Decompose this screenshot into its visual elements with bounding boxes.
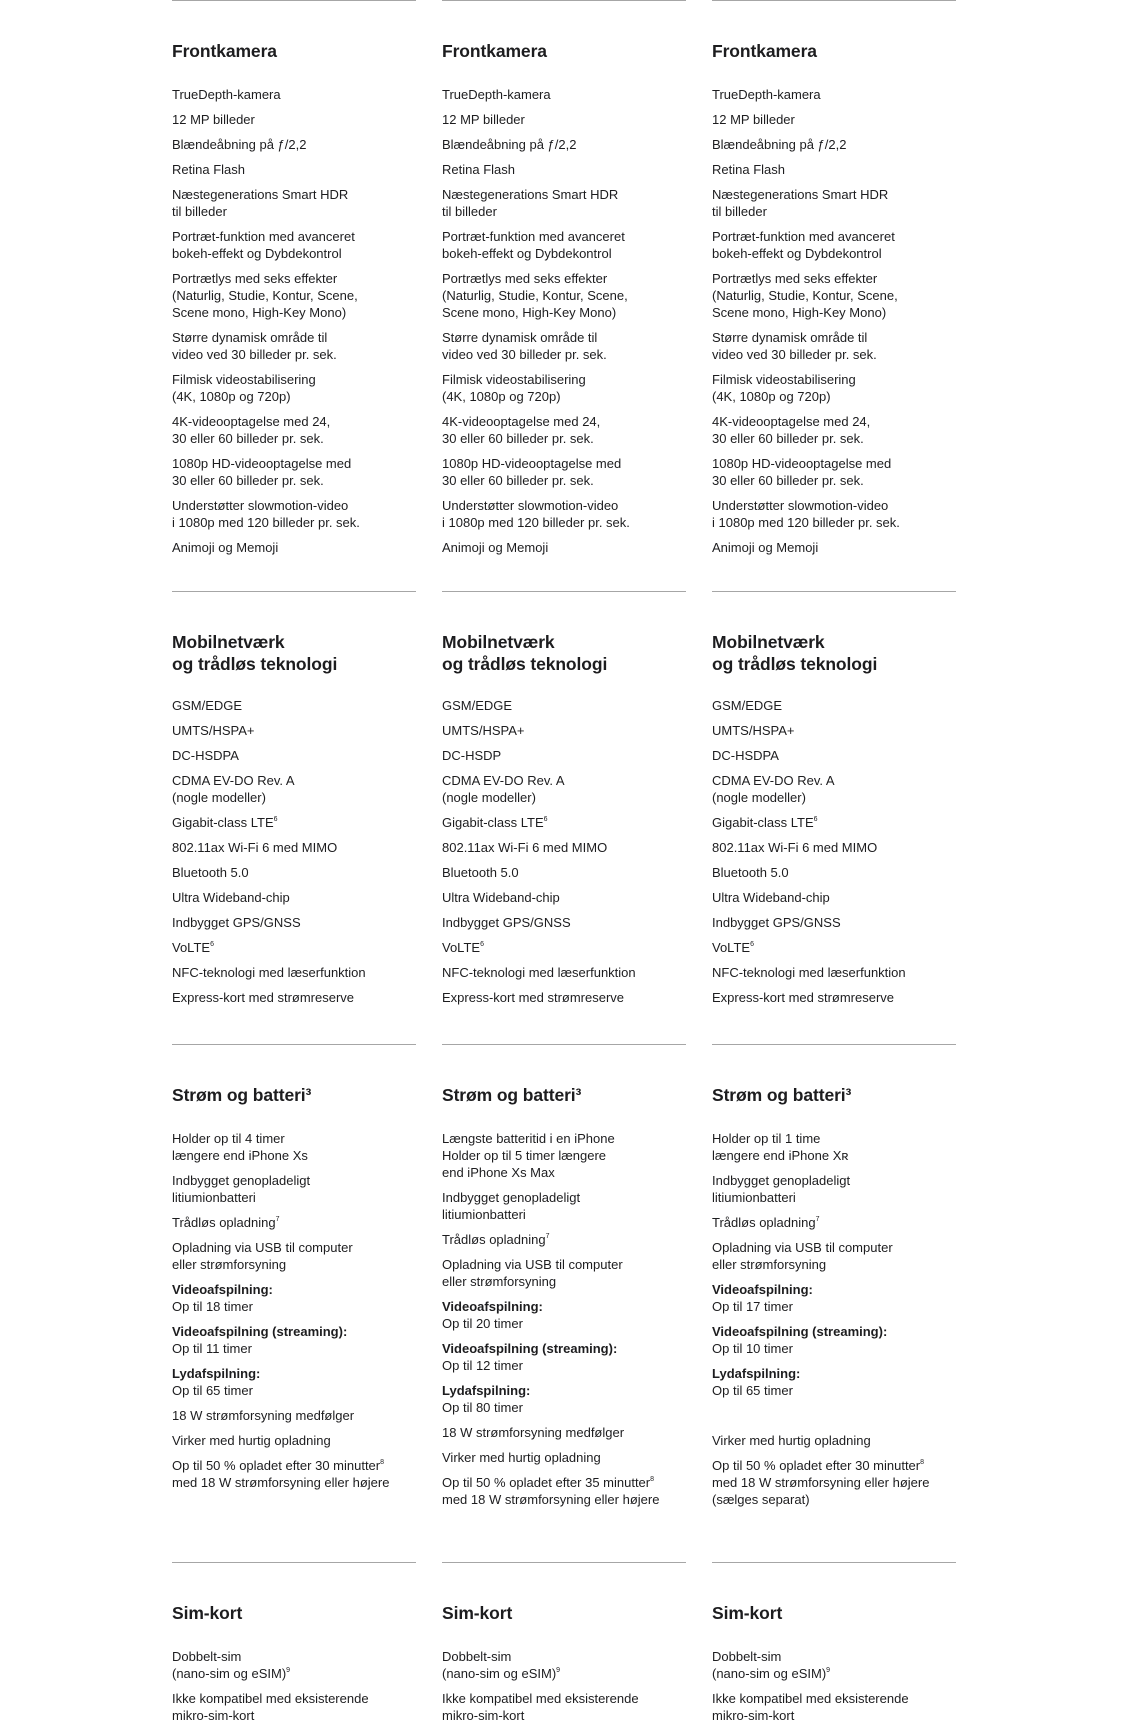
spec-item: Holder op til 1 time længere end iPhone Xʀ (712, 1131, 849, 1163)
spec-item: 4K-videooptagelse med 24, 30 eller 60 billeder pr. sek. (442, 414, 601, 446)
spec-item: Ultra Wideband-chip (442, 890, 560, 905)
spec-item: Næstegenerations Smart HDR til billeder (172, 187, 349, 219)
spec-list (172, 697, 422, 1014)
spec-item: GSM/EDGE (712, 698, 783, 713)
spec-item: Blændeåbning på ƒ/2,2 (442, 137, 577, 152)
spec-list (172, 1130, 422, 1499)
spec-item: 12 MP billeder (172, 112, 255, 127)
spec-item: Express-kort med strømreserve (442, 990, 625, 1005)
spec-item: CDMA EV-DO Rev. A (nogle modeller) (172, 773, 295, 805)
spec-item: Op til 50 % opladet efter 30 minutter$^8$ med 18 W strømforsyning eller højere (172, 1458, 390, 1490)
spec-item: VoLTE$^6$ (442, 940, 484, 955)
spec-item: UMTS/HSPA+ (442, 723, 525, 738)
spec-item: Videoafspilning (streaming): Op til 11 timer (172, 1324, 348, 1356)
spec-item: Ultra Wideband-chip (172, 890, 290, 905)
spec-item: 18 W strømforsyning medfølger (172, 1408, 355, 1423)
spec-item: Understøtter slowmotion-video i 1080p med 120 billeder pr. sek. (442, 498, 630, 530)
spec-item: Ikke kompatibel med eksisterende mikro-sim-kort (712, 1691, 909, 1723)
spec-item: Portrætlys med seks effekter (Naturlig, Studie, Kontur, Scene, Scene mono, High-Key Mono) (712, 271, 898, 320)
spec-item: Bluetooth 5.0 (442, 865, 519, 880)
spec-item: Filmisk videostabilisering (4K, 1080p og 720p) (712, 372, 856, 404)
divider (442, 0, 686, 1)
spec-item: 1080p HD-videooptagelse med 30 eller 60 billeder pr. sek. (442, 456, 622, 488)
divider (172, 1562, 416, 1563)
spec-item: 1080p HD-videooptagelse med 30 eller 60 billeder pr. sek. (712, 456, 892, 488)
spec-item: 4K-videooptagelse med 24, 30 eller 60 billeder pr. sek. (172, 414, 331, 446)
divider (172, 1044, 416, 1045)
spec-item: Indbygget GPS/GNSS (172, 915, 301, 930)
spec-item: Portræt-funktion med avanceret bokeh-effekt og Dybdekontrol (712, 229, 895, 261)
spec-list (172, 1648, 422, 1732)
spec-item: Filmisk videostabilisering (4K, 1080p og 720p) (442, 372, 586, 404)
spec-item: Større dynamisk område til video ved 30 billeder pr. sek. (172, 330, 337, 362)
section-title: Strøm og batteri³ (172, 1085, 312, 1105)
spec-item: UMTS/HSPA+ (172, 723, 255, 738)
spec-item: NFC-teknologi med læserfunktion (712, 965, 906, 980)
spec-item: 12 MP billeder (712, 112, 795, 127)
section-title: Frontkamera (712, 41, 817, 61)
spec-item: DC-HSDP (442, 748, 502, 763)
section-title: Frontkamera (172, 41, 277, 61)
spec-item: GSM/EDGE (442, 698, 513, 713)
divider (712, 0, 956, 1)
spec-item: DC-HSDPA (172, 748, 239, 763)
spec-list (712, 1648, 962, 1732)
spec-item: VoLTE$^6$ (172, 940, 214, 955)
spec-list (442, 86, 692, 564)
spec-item: Indbygget genopladeligt litiumionbatteri (712, 1173, 851, 1205)
spec-item: NFC-teknologi med læserfunktion (172, 965, 366, 980)
spec-item: Dobbelt-sim (nano-sim og eSIM)$^9$ (442, 1649, 561, 1681)
spec-item: Understøtter slowmotion-video i 1080p med 120 billeder pr. sek. (712, 498, 900, 530)
spec-item: Dobbelt-sim (nano-sim og eSIM)$^9$ (172, 1649, 291, 1681)
section-title: Sim-kort (442, 1603, 513, 1623)
section-title: Sim-kort (172, 1603, 243, 1623)
spec-item: Blændeåbning på ƒ/2,2 (712, 137, 847, 152)
spec-item: TrueDepth-kamera (712, 87, 821, 102)
spec-item: Gigabit-class LTE$^6$ (172, 815, 278, 830)
spec-item: 802.11ax Wi-Fi 6 med MIMO (442, 840, 608, 855)
spec-item: VoLTE$^6$ (712, 940, 754, 955)
spec-item: Retina Flash (442, 162, 515, 177)
spec-item: 802.11ax Wi-Fi 6 med MIMO (172, 840, 338, 855)
spec-list (172, 86, 422, 564)
spec-item: TrueDepth-kamera (442, 87, 551, 102)
spec-item: Blændeåbning på ƒ/2,2 (172, 137, 307, 152)
spec-item: Ultra Wideband-chip (712, 890, 830, 905)
spec-item: 1080p HD-videooptagelse med 30 eller 60 billeder pr. sek. (172, 456, 352, 488)
spec-item: Filmisk videostabilisering (4K, 1080p og 720p) (172, 372, 316, 404)
spec-item: Express-kort med strømreserve (712, 990, 895, 1005)
spec-list (442, 1130, 692, 1516)
divider (442, 591, 686, 592)
spec-item: CDMA EV-DO Rev. A (nogle modeller) (712, 773, 835, 805)
spec-item: Dobbelt-sim (nano-sim og eSIM)$^9$ (712, 1649, 831, 1681)
spec-item: Op til 50 % opladet efter 35 minutter$^8$ med 18 W strømforsyning eller højere (442, 1475, 660, 1507)
spec-item-empty (712, 1407, 962, 1424)
spec-item: Retina Flash (712, 162, 785, 177)
spec-list (442, 697, 692, 1014)
spec-item: 12 MP billeder (442, 112, 525, 127)
spec-item: Næstegenerations Smart HDR til billeder (442, 187, 619, 219)
section-title: Frontkamera (442, 41, 547, 61)
spec-item: Videoafspilning: Op til 20 timer (442, 1299, 543, 1331)
spec-item: Portræt-funktion med avanceret bokeh-effekt og Dybdekontrol (442, 229, 625, 261)
section-title: Strøm og batteri³ (442, 1085, 582, 1105)
spec-item: Ikke kompatibel med eksisterende mikro-sim-kort (172, 1691, 369, 1723)
spec-item: 4K-videooptagelse med 24, 30 eller 60 billeder pr. sek. (712, 414, 871, 446)
spec-item: Virker med hurtig opladning (172, 1433, 331, 1448)
spec-item: Trådløs opladning$^7$ (172, 1215, 280, 1230)
spec-item: Næstegenerations Smart HDR til billeder (712, 187, 889, 219)
spec-item: Express-kort med strømreserve (172, 990, 355, 1005)
spec-item: Understøtter slowmotion-video i 1080p med 120 billeder pr. sek. (172, 498, 360, 530)
spec-item: Lydafspilning: Op til 65 timer (172, 1366, 261, 1398)
spec-list (442, 1648, 692, 1732)
spec-item: Animoji og Memoji (712, 540, 819, 555)
divider (172, 591, 416, 592)
spec-item: Retina Flash (172, 162, 245, 177)
spec-item: TrueDepth-kamera (172, 87, 281, 102)
spec-item: Indbygget genopladeligt litiumionbatteri (172, 1173, 311, 1205)
spec-item: Lydafspilning: Op til 65 timer (712, 1366, 801, 1398)
spec-item: Videoafspilning: Op til 17 timer (712, 1282, 813, 1314)
spec-item: Gigabit-class LTE$^6$ (712, 815, 818, 830)
spec-item: Portrætlys med seks effekter (Naturlig, Studie, Kontur, Scene, Scene mono, High-Key Mono) (442, 271, 628, 320)
spec-item: Holder op til 4 timer længere end iPhone Xs (172, 1131, 308, 1163)
divider (442, 1562, 686, 1563)
section-title: Strøm og batteri³ (712, 1085, 852, 1105)
spec-item: Bluetooth 5.0 (712, 865, 789, 880)
spec-item: Større dynamisk område til video ved 30 billeder pr. sek. (442, 330, 607, 362)
spec-item: Ikke kompatibel med eksisterende mikro-sim-kort (442, 1691, 639, 1723)
divider (712, 1044, 956, 1045)
spec-item: GSM/EDGE (172, 698, 243, 713)
spec-item: Indbygget genopladeligt litiumionbatteri (442, 1190, 581, 1222)
spec-item: UMTS/HSPA+ (712, 723, 795, 738)
section-title: Mobilnetværk og trådløs teknologi (442, 632, 608, 674)
spec-item: 18 W strømforsyning medfølger (442, 1425, 625, 1440)
spec-item: Portrætlys med seks effekter (Naturlig, Studie, Kontur, Scene, Scene mono, High-Key Mono) (172, 271, 358, 320)
section-title: Mobilnetværk og trådløs teknologi (712, 632, 878, 674)
spec-item: Virker med hurtig opladning (712, 1433, 871, 1448)
spec-item: Opladning via USB til computer eller strømforsyning (712, 1240, 893, 1272)
section-title: Mobilnetværk og trådløs teknologi (172, 632, 338, 674)
spec-item: Animoji og Memoji (172, 540, 279, 555)
spec-item: Trådløs opladning$^7$ (442, 1232, 550, 1247)
spec-item: Længste batteritid i en iPhone Holder op til 5 timer længere end iPhone Xs Max (442, 1131, 615, 1180)
divider (712, 591, 956, 592)
spec-item: Portræt-funktion med avanceret bokeh-effekt og Dybdekontrol (172, 229, 355, 261)
spec-item: Opladning via USB til computer eller strømforsyning (442, 1257, 623, 1289)
spec-list (712, 697, 962, 1014)
spec-item: Opladning via USB til computer eller strømforsyning (172, 1240, 353, 1272)
spec-item: Animoji og Memoji (442, 540, 549, 555)
spec-list (712, 1130, 962, 1516)
spec-item: Større dynamisk område til video ved 30 billeder pr. sek. (712, 330, 877, 362)
spec-item: Indbygget GPS/GNSS (712, 915, 841, 930)
section-title: Sim-kort (712, 1603, 783, 1623)
spec-item: CDMA EV-DO Rev. A (nogle modeller) (442, 773, 565, 805)
divider (442, 1044, 686, 1045)
spec-item: Trådløs opladning$^7$ (712, 1215, 820, 1230)
divider (712, 1562, 956, 1563)
spec-item: Virker med hurtig opladning (442, 1450, 601, 1465)
spec-list (712, 86, 962, 564)
spec-item: Indbygget GPS/GNSS (442, 915, 571, 930)
spec-item: 802.11ax Wi-Fi 6 med MIMO (712, 840, 878, 855)
spec-item: Op til 50 % opladet efter 30 minutter$^8$ med 18 W strømforsyning eller højere (sælges separat) (712, 1458, 930, 1507)
spec-item: DC-HSDPA (712, 748, 779, 763)
spec-item: Gigabit-class LTE$^6$ (442, 815, 548, 830)
spec-item: Videoafspilning (streaming): Op til 12 timer (442, 1341, 618, 1373)
spec-item: Videoafspilning (streaming): Op til 10 timer (712, 1324, 888, 1356)
spec-item: Lydafspilning: Op til 80 timer (442, 1383, 531, 1415)
spec-item: NFC-teknologi med læserfunktion (442, 965, 636, 980)
divider (172, 0, 416, 1)
spec-item: Videoafspilning: Op til 18 timer (172, 1282, 273, 1314)
spec-item: Bluetooth 5.0 (172, 865, 249, 880)
